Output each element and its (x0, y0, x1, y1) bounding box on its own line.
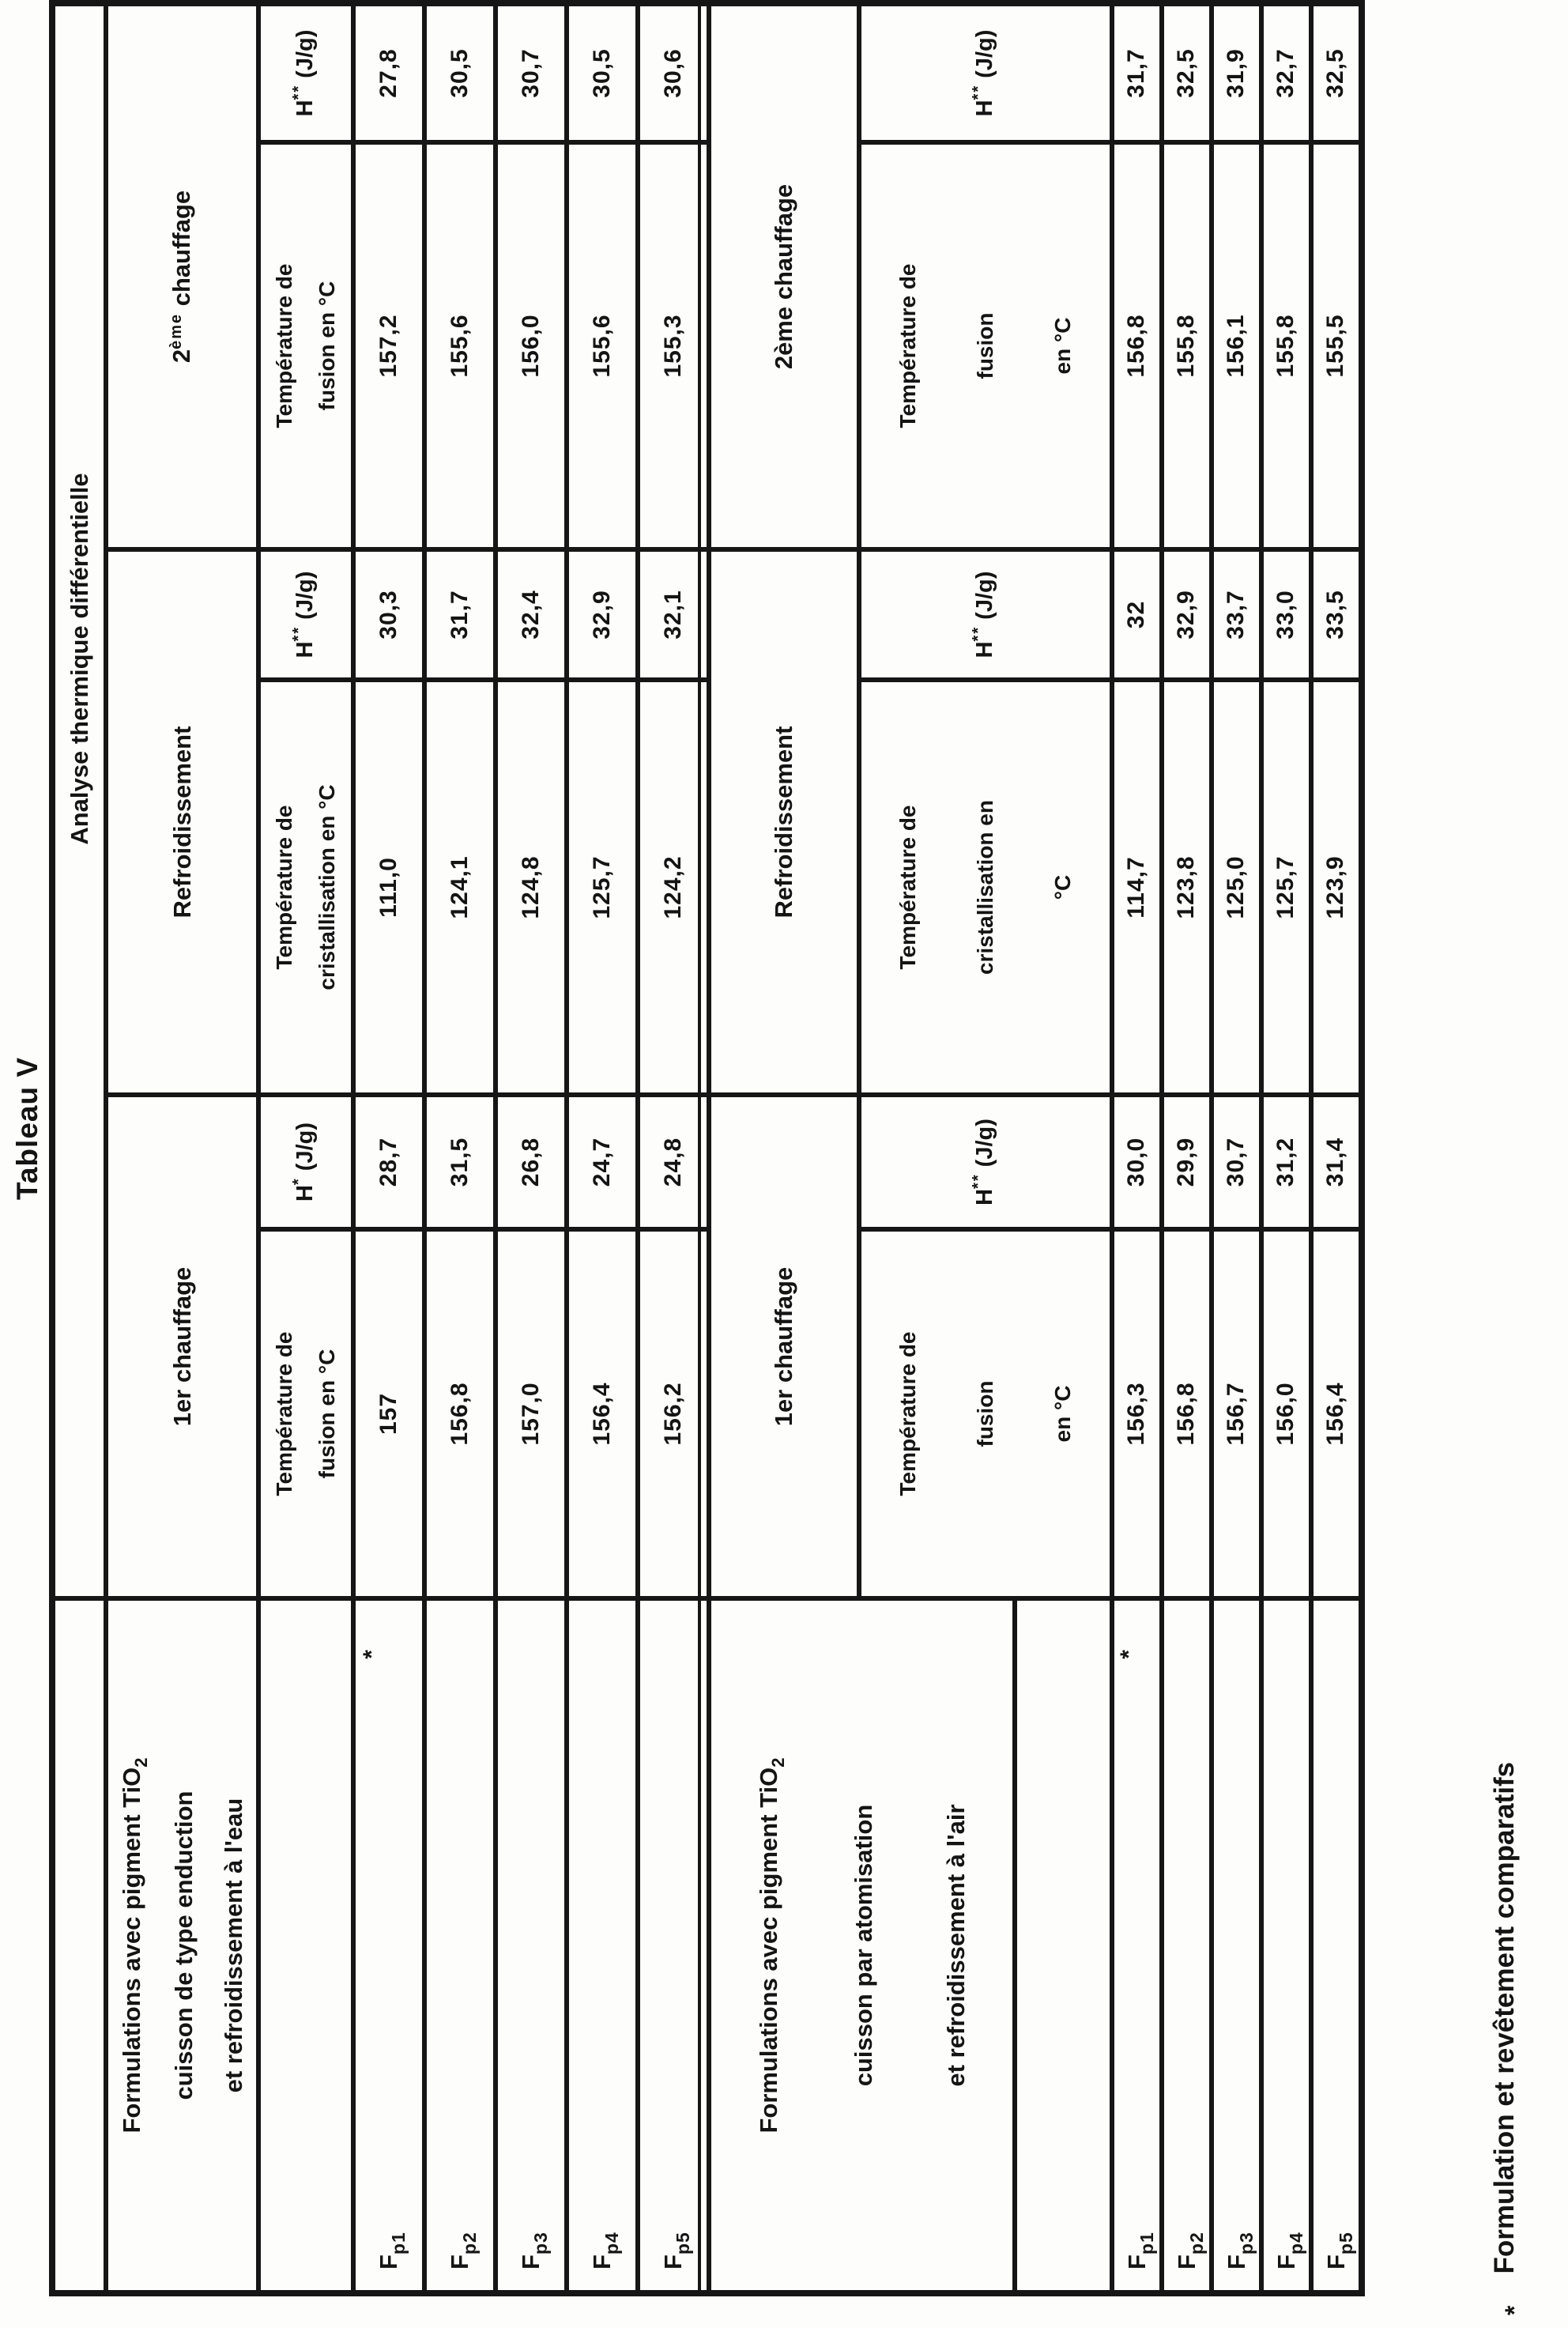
block1-comparative-star: * (359, 1650, 385, 1659)
h-unit: (J/g) (292, 1122, 318, 1178)
block2-fp4-h-refroid: 33,0 (1261, 549, 1311, 680)
h-star-label (972, 1119, 998, 1206)
block2-row-fp4-label (1261, 1598, 1311, 2292)
block2-subheader-temp-cristallisation (859, 680, 1112, 1095)
h-star-label (292, 30, 318, 117)
block1-fp5-temp-crist: 124,2 (638, 680, 709, 1095)
block2-group-refroidissement: Refroidissement (709, 549, 859, 1095)
block2-row-fp1-label (1112, 1598, 1162, 2292)
fp-subscript: p1 (388, 2232, 409, 2255)
temp-fusion-line2: fusion (973, 312, 997, 379)
analysis-header-cell: Analyse thermique différentielle (53, 4, 106, 1598)
fp4-label (588, 2232, 623, 2270)
fp-subscript: p4 (1285, 2232, 1306, 2255)
block1-2eme-label (168, 191, 196, 363)
block1-fp3-temp-2eme: 156,0 (496, 142, 567, 549)
fp5-label (1321, 2232, 1356, 2270)
fp-letter: F (446, 2254, 474, 2270)
block1-fp3-h-refroid: 32,4 (496, 549, 567, 680)
block1-row-fp2-label (424, 1598, 496, 2292)
h-base: H (292, 100, 318, 117)
h-unit: (J/g) (292, 571, 318, 626)
block2-comparative-star: * (1116, 1650, 1142, 1659)
temp-fusion-line2: fusion (973, 1380, 997, 1447)
h-star-label (972, 572, 998, 658)
block-divider-double-line (698, 4, 701, 2296)
block1-group-1er-chauffage: 1er chauffage (106, 1095, 258, 1598)
block2-title-line3: et refroidissement à l'air (941, 1804, 970, 2087)
block2-fp5-h-refroid: 33,5 (1311, 549, 1361, 680)
h-sup-star: ** (970, 1173, 988, 1189)
block1-subheader-temp-fusion-1er (258, 1229, 353, 1598)
block2-fp2-h-1er: 29,9 (1162, 1095, 1212, 1229)
fp-letter: F (1321, 2254, 1350, 2270)
block1-fp2-h-2eme: 30,5 (424, 4, 496, 142)
block2-fp2-temp-crist: 123,8 (1162, 680, 1212, 1095)
tio2-subscript: 2 (767, 1757, 788, 1768)
block1-fp1-temp-1er: 157 (353, 1229, 424, 1598)
comparative-footnote (1489, 1761, 1528, 2315)
fp-subscript: p1 (1136, 2232, 1157, 2255)
temp-crist-line1: Température de (272, 805, 296, 970)
block2-fp3-temp-1er: 156,7 (1212, 1229, 1261, 1598)
block2-subheader-temp-fusion-2eme (859, 142, 1112, 549)
block1-fp2-h-refroid: 31,7 (424, 549, 496, 680)
h-unit: (J/g) (972, 1119, 998, 1174)
h-unit: (J/g) (972, 571, 998, 626)
fp-letter: F (659, 2254, 688, 2270)
block1-2eme-superscript: ème (168, 312, 186, 349)
block1-row-fp3-label (496, 1598, 567, 2292)
fp2-label (1172, 2232, 1207, 2270)
h-star-label (972, 30, 998, 117)
block2-subheader-h-1er (859, 1095, 1112, 1229)
block1-fp2-temp-crist: 124,1 (424, 680, 496, 1095)
block2-fp4-temp-2eme: 155,8 (1261, 142, 1311, 549)
fp3-label (517, 2232, 552, 2270)
temp-fusion-line3: en °C (1050, 317, 1075, 375)
temp-fusion-line1: Température de (895, 1331, 920, 1496)
block2-fp1-h-2eme: 31,7 (1112, 4, 1162, 142)
block1-subheader-h-1er (258, 1095, 353, 1229)
h-base: H (972, 641, 998, 658)
block2-fp2-h-refroid: 32,9 (1162, 549, 1212, 680)
block1-fp4-temp-crist: 125,7 (567, 680, 638, 1095)
block1-fp2-h-1er: 31,5 (424, 1095, 496, 1229)
footnote-text: Formulation et revêtement comparatifs (1489, 1761, 1520, 2274)
block1-subheader-h-refroid (258, 549, 353, 680)
table-title: Tableau V (11, 1056, 43, 1200)
h-sup-star: ** (290, 625, 308, 642)
block1-fp5-temp-2eme: 155,3 (638, 142, 709, 549)
block1-fp3-temp-1er: 157,0 (496, 1229, 567, 1598)
block1-title-cell (106, 1598, 258, 2292)
fp-subscript: p3 (1235, 2232, 1257, 2255)
block1-2eme-prefix: 2 (168, 349, 196, 364)
h-sup-star: ** (970, 625, 988, 642)
block2-title-line2: cuisson par atomisation (849, 1804, 877, 2087)
fp4-label (1272, 2232, 1306, 2270)
fp-subscript: p2 (1185, 2232, 1207, 2255)
h-unit: (J/g) (292, 29, 318, 85)
block2-fp1-h-refroid: 32 (1112, 549, 1162, 680)
thermal-analysis-table (49, 0, 1365, 2296)
block1-title-line3: et refroidissement à l'eau (219, 1798, 247, 2093)
block2-fp1-temp-crist: 114,7 (1112, 680, 1162, 1095)
block1-subheader-temp-cristallisation (258, 680, 353, 1095)
block2-subheader-temp-fusion-1er (859, 1229, 1112, 1598)
block1-row-fp4-label (567, 1598, 638, 2292)
block2-fp1-temp-1er: 156,3 (1112, 1229, 1162, 1598)
block1-fp4-temp-2eme: 155,6 (567, 142, 638, 549)
h-star-label (292, 1122, 318, 1202)
fp-letter: F (517, 2254, 545, 2270)
block1-title-line1-text: Formulations avec pigment TiO (117, 1767, 145, 2134)
block1-fp5-h-2eme: 30,6 (638, 4, 709, 142)
block1-subheader-h-2eme (258, 4, 353, 142)
fp-letter: F (375, 2254, 403, 2270)
temp-fusion-line2: fusion en °C (315, 281, 339, 411)
temp-fusion-line2: fusion en °C (315, 1349, 339, 1479)
block1-fp5-h-refroid: 32,1 (638, 549, 709, 680)
block1-group-2eme-chauffage (106, 4, 258, 549)
fp-subscript: p4 (601, 2232, 623, 2255)
block1-title-line2: cuisson de type enduction (169, 1790, 198, 2100)
footnote-star: * (1500, 2305, 1528, 2315)
temp-crist-line2: cristallisation en (973, 800, 997, 975)
h-base: H (292, 1185, 318, 1202)
h-sup-star: ** (290, 84, 308, 100)
tio2-subscript: 2 (130, 1757, 151, 1768)
block2-fp3-h-1er: 30,7 (1212, 1095, 1261, 1229)
block2-title-line1 (722, 1757, 817, 2133)
block2-fp2-h-2eme: 32,5 (1162, 4, 1212, 142)
block2-fp5-h-2eme: 32,5 (1311, 4, 1361, 142)
block1-fp1-h-1er: 28,7 (353, 1095, 424, 1229)
temp-fusion-line1: Température de (272, 1331, 296, 1496)
block2-fp1-h-1er: 30,0 (1112, 1095, 1162, 1229)
temp-crist-line1: Température de (895, 805, 920, 970)
block1-row-fp1-label (353, 1598, 424, 2292)
block2-fp3-h-refroid: 33,7 (1212, 549, 1261, 680)
block1-fp1-temp-crist: 111,0 (353, 680, 424, 1095)
block2-subheader-h-refroid (859, 549, 1112, 680)
label-column-top-empty-cell (53, 1598, 106, 2292)
fp3-label (1222, 2232, 1257, 2270)
fp-letter: F (588, 2254, 616, 2270)
block2-row-fp5-label (1311, 1598, 1361, 2292)
fp-subscript: p5 (1335, 2232, 1356, 2255)
h-sup-star: * (290, 1177, 308, 1186)
block1-fp3-temp-crist: 124,8 (496, 680, 567, 1095)
block2-row-fp2-label (1162, 1598, 1212, 2292)
block1-title-line1 (107, 1757, 159, 2133)
block2-title-line1-text: Formulations avec pigment TiO (754, 1767, 782, 2134)
block1-fp2-temp-2eme: 155,6 (424, 142, 496, 549)
block2-fp3-temp-2eme: 156,1 (1212, 142, 1261, 549)
fp-letter: F (1272, 2254, 1300, 2270)
block1-fp4-temp-1er: 156,4 (567, 1229, 638, 1598)
block1-fp5-temp-1er: 156,2 (638, 1229, 709, 1598)
block1-fp4-h-1er: 24,7 (567, 1095, 638, 1229)
block1-subheader-temp-fusion-2eme (258, 142, 353, 549)
block2-fp4-temp-1er: 156,0 (1261, 1229, 1311, 1598)
block2-fp4-temp-crist: 125,7 (1261, 680, 1311, 1095)
block2-fp1-temp-2eme: 156,8 (1112, 142, 1162, 549)
h-base: H (972, 100, 998, 117)
block1-fp1-temp-2eme: 157,2 (353, 142, 424, 549)
block2-fp3-temp-crist: 125,0 (1212, 680, 1261, 1095)
temp-fusion-line1: Température de (895, 263, 920, 428)
temp-crist-line2: cristallisation en °C (315, 784, 339, 990)
block2-fp5-temp-2eme: 155,5 (1311, 142, 1361, 549)
fp-letter: F (1222, 2254, 1250, 2270)
block1-fp5-h-1er: 24,8 (638, 1095, 709, 1229)
fp-subscript: p2 (459, 2232, 481, 2255)
block1-fp4-h-refroid: 32,9 (567, 549, 638, 680)
block1-fp3-h-2eme: 30,7 (496, 4, 567, 142)
fp-letter: F (1122, 2254, 1151, 2270)
block2-row-fp3-label (1212, 1598, 1261, 2292)
h-sup-star: ** (970, 84, 988, 100)
block2-fp3-h-2eme: 31,9 (1212, 4, 1261, 142)
h-star-label (292, 572, 318, 658)
temp-fusion-line1: Température de (272, 263, 296, 428)
fp1-label (375, 2232, 409, 2270)
block1-fp3-h-1er: 26,8 (496, 1095, 567, 1229)
block2-fp4-h-2eme: 32,7 (1261, 4, 1311, 142)
block2-fp5-temp-crist: 123,9 (1311, 680, 1361, 1095)
block1-label-subheader-empty-cell (258, 1598, 353, 2292)
block2-label-subheader-empty-cell (1015, 1598, 1112, 2292)
block2-fp5-h-1er: 31,4 (1311, 1095, 1361, 1229)
block2-fp2-temp-1er: 156,8 (1162, 1229, 1212, 1598)
block1-fp4-h-2eme: 30,5 (567, 4, 638, 142)
temp-fusion-line3: en °C (1050, 1385, 1075, 1443)
fp-subscript: p5 (673, 2232, 694, 2255)
block2-fp4-h-1er: 31,2 (1261, 1095, 1311, 1229)
block1-fp1-h-refroid: 30,3 (353, 549, 424, 680)
block2-fp2-temp-2eme: 155,8 (1162, 142, 1212, 549)
fp1-label (1122, 2232, 1157, 2270)
h-unit: (J/g) (972, 29, 998, 85)
fp-letter: F (1172, 2254, 1200, 2270)
block1-fp1-h-2eme: 27,8 (353, 4, 424, 142)
block1-2eme-rest: chauffage (168, 190, 196, 313)
block1-fp2-temp-1er: 156,8 (424, 1229, 496, 1598)
h-base: H (972, 1188, 998, 1206)
fp5-label (659, 2232, 694, 2270)
temp-crist-line3: °C (1050, 874, 1075, 900)
fp2-label (446, 2232, 481, 2270)
block2-group-2eme-chauffage: 2ème chauffage (709, 4, 859, 549)
block2-fp5-temp-1er: 156,4 (1311, 1229, 1361, 1598)
block2-subheader-h-2eme (859, 4, 1112, 142)
h-base: H (292, 641, 318, 658)
block2-title-cell (709, 1598, 1015, 2292)
block2-group-1er-chauffage: 1er chauffage (709, 1095, 859, 1598)
block1-group-refroidissement: Refroidissement (106, 549, 258, 1095)
fp-subscript: p3 (530, 2232, 552, 2255)
